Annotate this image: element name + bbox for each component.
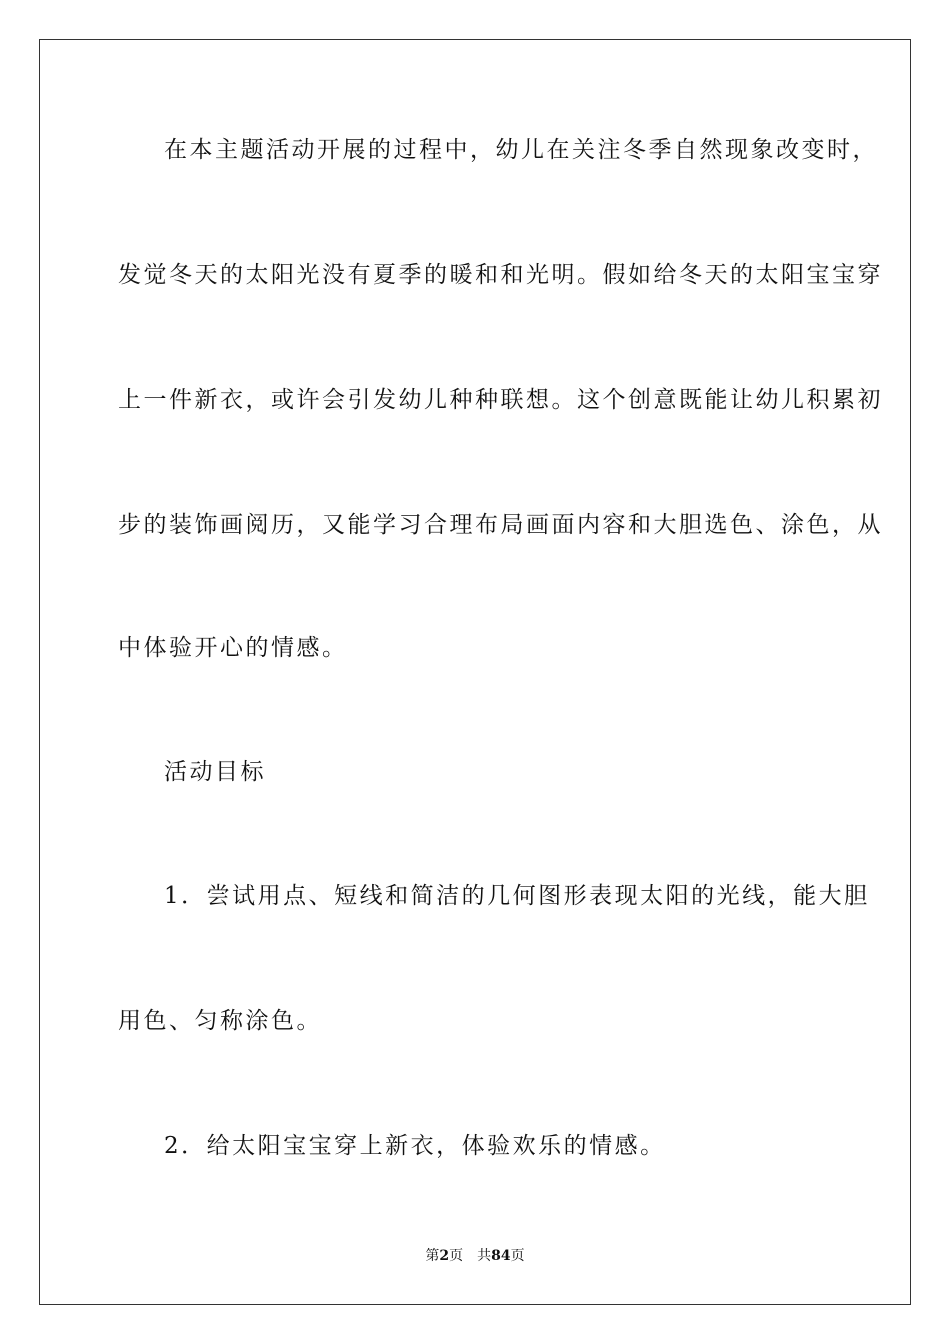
footer-page-suffix: 页 xyxy=(449,1248,464,1264)
paragraph-line: 上一件新衣，或许会引发幼儿种种联想。这个创意既能让幼儿积累初 xyxy=(118,387,883,413)
footer-total-pages: 84 xyxy=(491,1248,511,1264)
footer-page-number: 2 xyxy=(439,1248,450,1264)
section-heading: 活动目标 xyxy=(164,759,266,785)
paragraph-line: 中体验开心的情感。 xyxy=(118,635,348,661)
list-item-continuation: 用色、匀称涂色。 xyxy=(118,1008,322,1034)
page-border xyxy=(39,39,911,1305)
paragraph-line: 发觉冬天的太阳光没有夏季的暖和和光明。假如给冬天的太阳宝宝穿 xyxy=(118,262,883,288)
paragraph-line: 步的装饰画阅历，又能学习合理布局画面内容和大胆选色、涂色，从 xyxy=(118,512,883,538)
footer-total-prefix: 共 xyxy=(477,1248,492,1264)
footer-page-prefix: 第 xyxy=(425,1248,440,1264)
list-item: 1．尝试用点、短线和简洁的几何图形表现太阳的光线，能大胆 xyxy=(164,883,870,909)
paragraph-line: 在本主题活动开展的过程中，幼儿在关注冬季自然现象改变时， xyxy=(164,137,878,163)
footer-total-suffix: 页 xyxy=(510,1248,525,1264)
page-footer xyxy=(0,1247,950,1265)
list-item: 2．给太阳宝宝穿上新衣，体验欢乐的情感。 xyxy=(164,1133,666,1159)
